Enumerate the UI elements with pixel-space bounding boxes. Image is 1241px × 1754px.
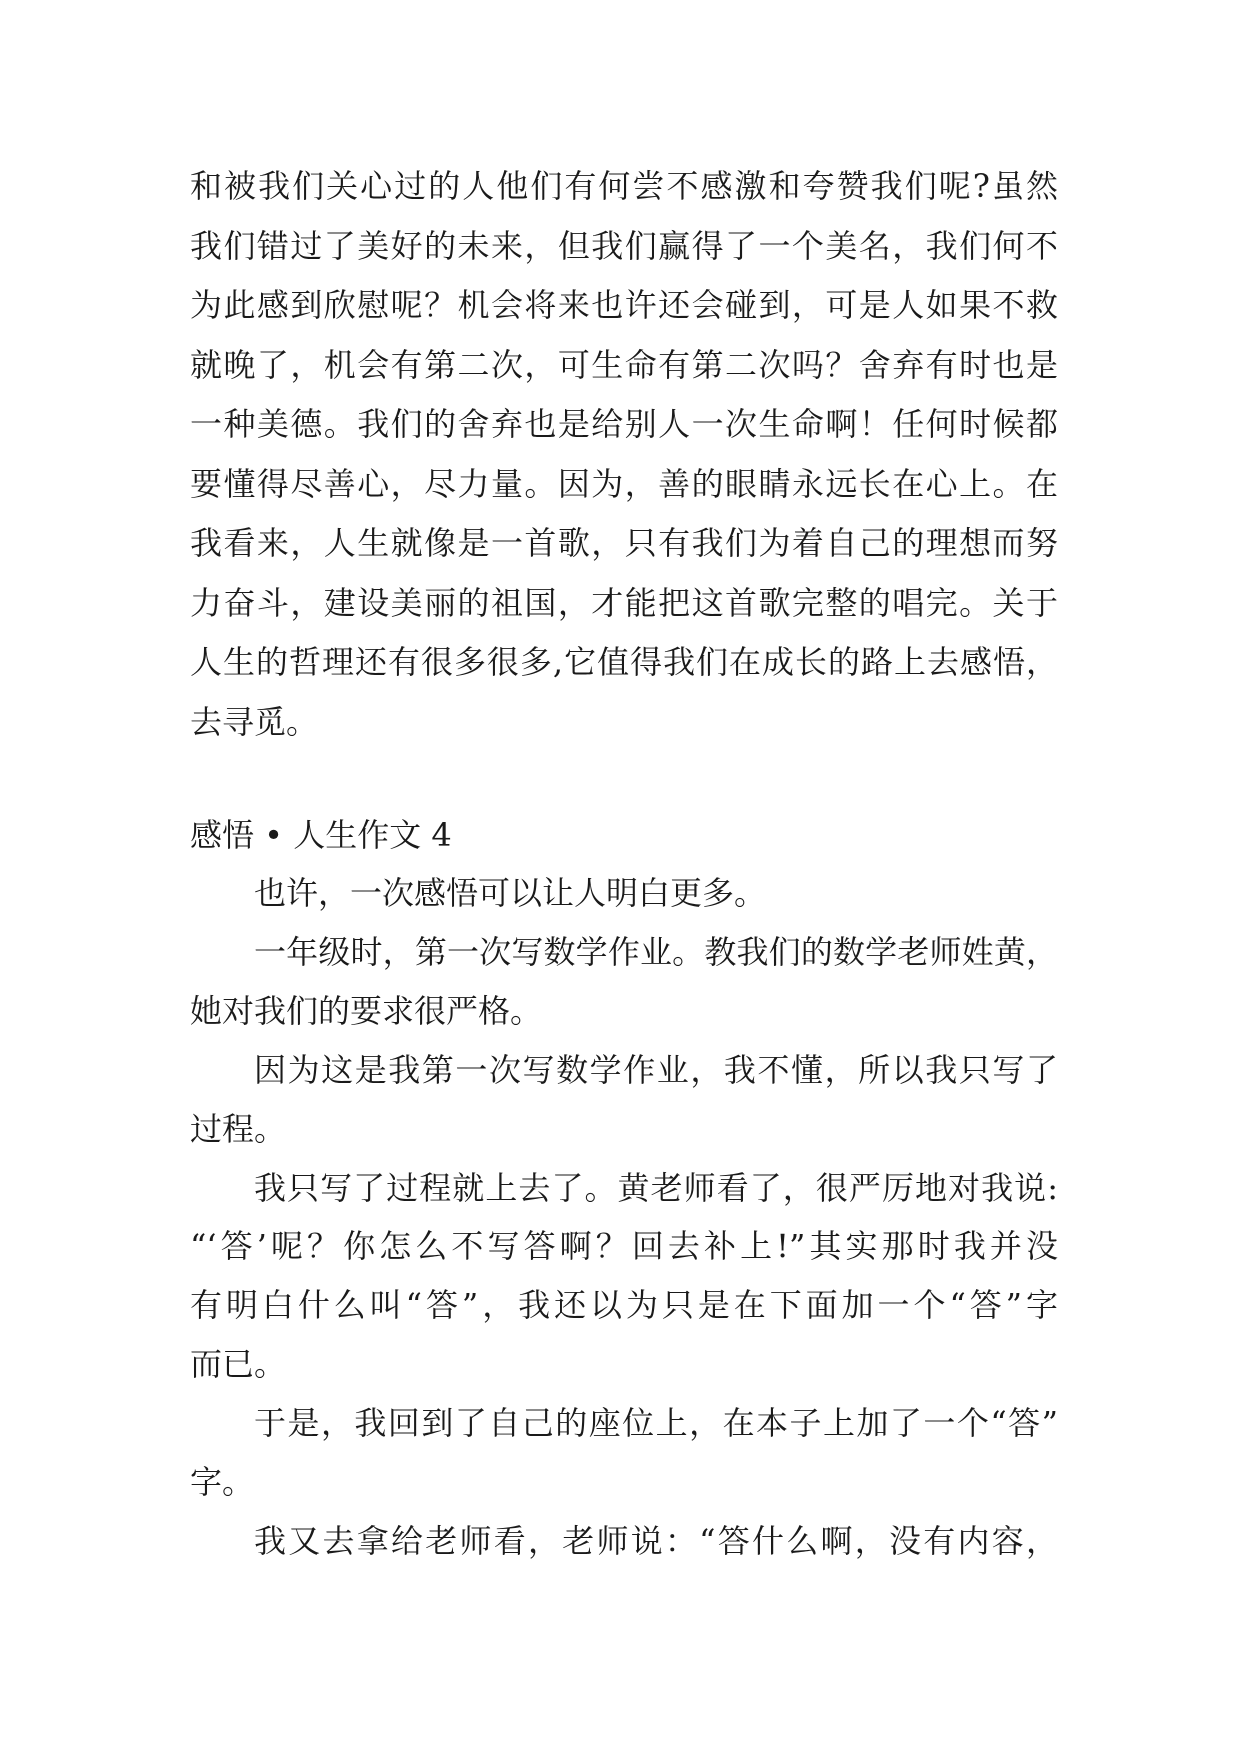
text-line: 我们错过了美好的未来，但我们赢得了一个美名，我们何不 (190, 227, 1058, 265)
text-line: 我只写了过程就上去了。黄老师看了，很严厉地对我说: (254, 1169, 1058, 1207)
text-line: 我看来，人生就像是一首歌，只有我们为着自己的理想而努 (190, 524, 1058, 562)
text-line: 她对我们的要求很严格。 (190, 992, 543, 1030)
text-line: 也许，一次感悟可以让人明白更多。 (254, 874, 767, 912)
text-line: 于是，我回到了自己的座位上，在本子上加了一个“答” (254, 1404, 1058, 1442)
text-line: 因为这是我第一次写数学作业，我不懂，所以我只写了 (254, 1051, 1058, 1089)
text-line: 字。 (190, 1463, 255, 1501)
text-line: 有明白什么叫“答”，我还以为只是在下面加一个“答”字 (190, 1286, 1058, 1324)
text-line: 就晚了，机会有第二次，可生命有第二次吗？舍弃有时也是 (190, 346, 1058, 384)
text-line: “‘答’呢？你怎么不写答啊？回去补上!”其实那时我并没 (190, 1227, 1058, 1265)
text-line: 为此感到欣慰呢？机会将来也许还会碰到，可是人如果不救 (190, 286, 1058, 324)
text-line: 一年级时，第一次写数学作业。教我们的数学老师姓黄， (254, 933, 1058, 971)
text-line: 去寻觅。 (190, 703, 319, 741)
text-line: 我又去拿给老师看，老师说：“答什么啊，没有内容， (254, 1522, 1058, 1560)
text-line: 和被我们关心过的人他们有何尝不感激和夸赞我们呢?虽然 (190, 167, 1058, 205)
text-line: 而已。 (190, 1345, 287, 1383)
text-line: 人生的哲理还有很多很多,它值得我们在成长的路上去感悟， (190, 643, 1058, 681)
text-line: 过程。 (190, 1110, 287, 1148)
section-heading: 感悟 • 人生作文 4 (190, 816, 452, 854)
text-line: 要懂得尽善心，尽力量。因为，善的眼睛永远长在心上。在 (190, 465, 1058, 503)
text-line: 一种美德。我们的舍弃也是给别人一次生命啊！任何时候都 (190, 405, 1058, 443)
text-line: 力奋斗，建设美丽的祖国，才能把这首歌完整的唱完。关于 (190, 584, 1058, 622)
